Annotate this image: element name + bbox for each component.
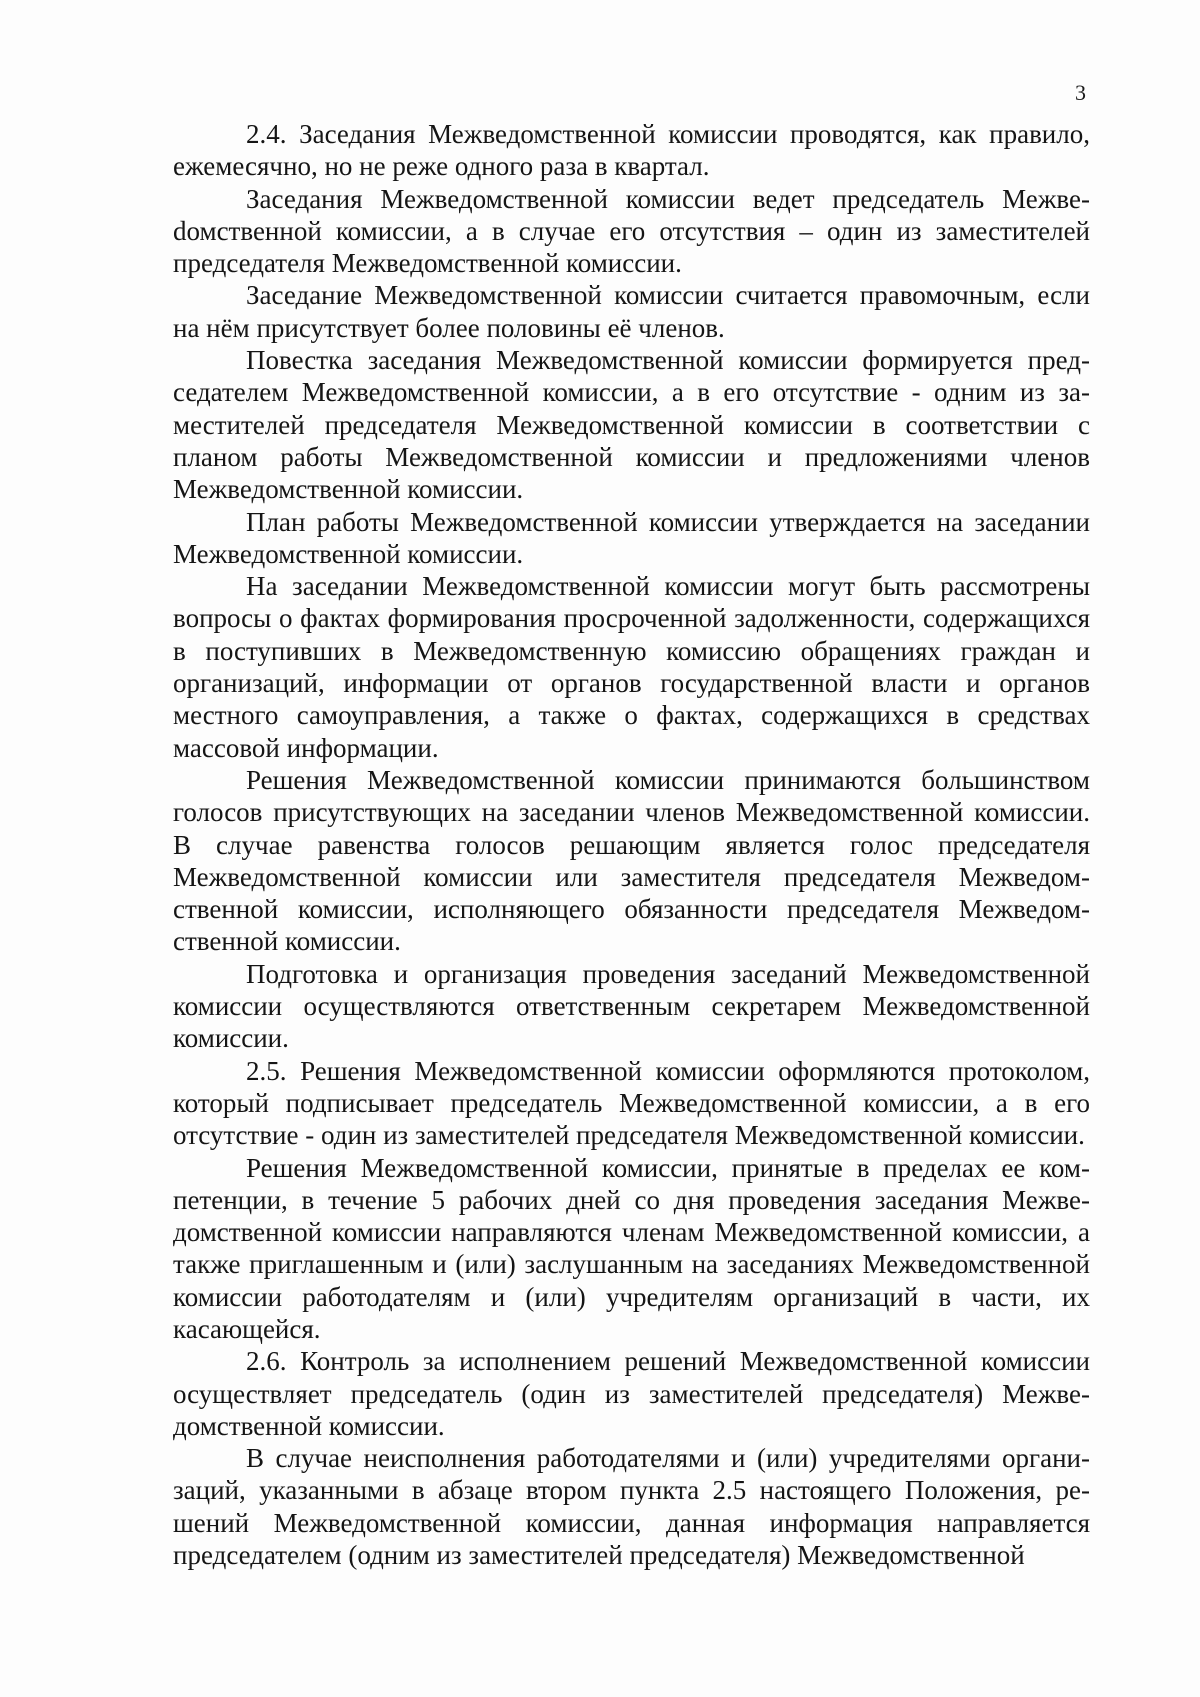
document-body [173, 118, 1090, 1571]
paragraph-work-plan: План работы Межведомственной комиссии утверждается на заседании Межведомственной комиссии. [173, 506, 1090, 569]
paragraph-preparation: Подготовка и организация проведения заседаний Межведомственной комиссии осуществляются ответственным секретарем Межведомственной комиссии. [173, 958, 1090, 1054]
paragraph-distribution: Решения Межведомственной комиссии, принятые в пределах ее компетенции, в течение 5 рабочих дней со дня проведения заседания Межведомственной комиссии направляются членам Межведомственной комиссии, а также приглашенным и (или) заслушанным на заседаниях Межведомственной комиссии работодателям и (или) учредителям организаций в части, их касающейся. [173, 1152, 1090, 1344]
paragraph-chairing: Заседания Межведомственной комиссии ведет председатель Межвеdомственной комиссии, а в случае его отсутствия – один из заместителей председателя Межведомственной комиссии. [173, 183, 1090, 279]
paragraph-2-5: 2.5. Решения Межведомственной комиссии оформляются протоколом, который подписывает председатель Межведомственной комиссии, а в его отсутствие - один из заместителей председателя Межведомственной комиссии. [173, 1055, 1090, 1151]
paragraph-agenda: Повестка заседания Межведомственной комиссии формируется председателем Межведомственной комиссии, а в его отсутствие - одним из заместителей председателя Межведомственной комиссии в соответствии с планом работы Межведомственной комиссии и предложениями членов Межведомственной комиссии. [173, 345, 1090, 505]
paragraph-quorum: Заседание Межведомственной комиссии считается правомочным, если на нём присутствует более половины её членов. [173, 280, 1090, 343]
page-number: 3 [1075, 80, 1086, 105]
paragraph-decisions: Решения Межведомственной комиссии принимаются большинством голосов присутствующих на заседании членов Межведомственной комиссии. В случае равенства голосов решающим является голос председателя Межведомственной комиссии или заместителя председателя Межведомственной комиссии, исполняющего обязанности председателя Межведомственной комиссии. [173, 764, 1090, 957]
paragraph-2-6: 2.6. Контроль за исполнением решений Межведомственной комиссии осуществляет председатель (один из заместителей председателя) Межведомственной комиссии. [173, 1346, 1090, 1441]
paragraph-questions: На заседании Межведомственной комиссии могут быть рассмотрены вопросы о фактах формирования просроченной задолженности, содержащихся в поступивших в Межведомственную комиссию обращениях граждан и организаций, информации от органов государственной власти и органов местного самоуправления, а также о фактах, содержащихся в средствах массовой информации. [173, 571, 1090, 763]
paragraph-2-4: 2.4. Заседания Межведомственной комиссии проводятся, как правило, ежемесячно, но не реже одного раза в квартал. [173, 119, 1090, 182]
paragraph-non-compliance: В случае неисполнения работодателями и (или) учредителями организаций, указанными в абзаце втором пункта 2.5 настоящего Положения, решений Межведомственной комиссии, данная информация направляется председателем (одним из заместителей председателя) Межведомственной [173, 1443, 1090, 1571]
